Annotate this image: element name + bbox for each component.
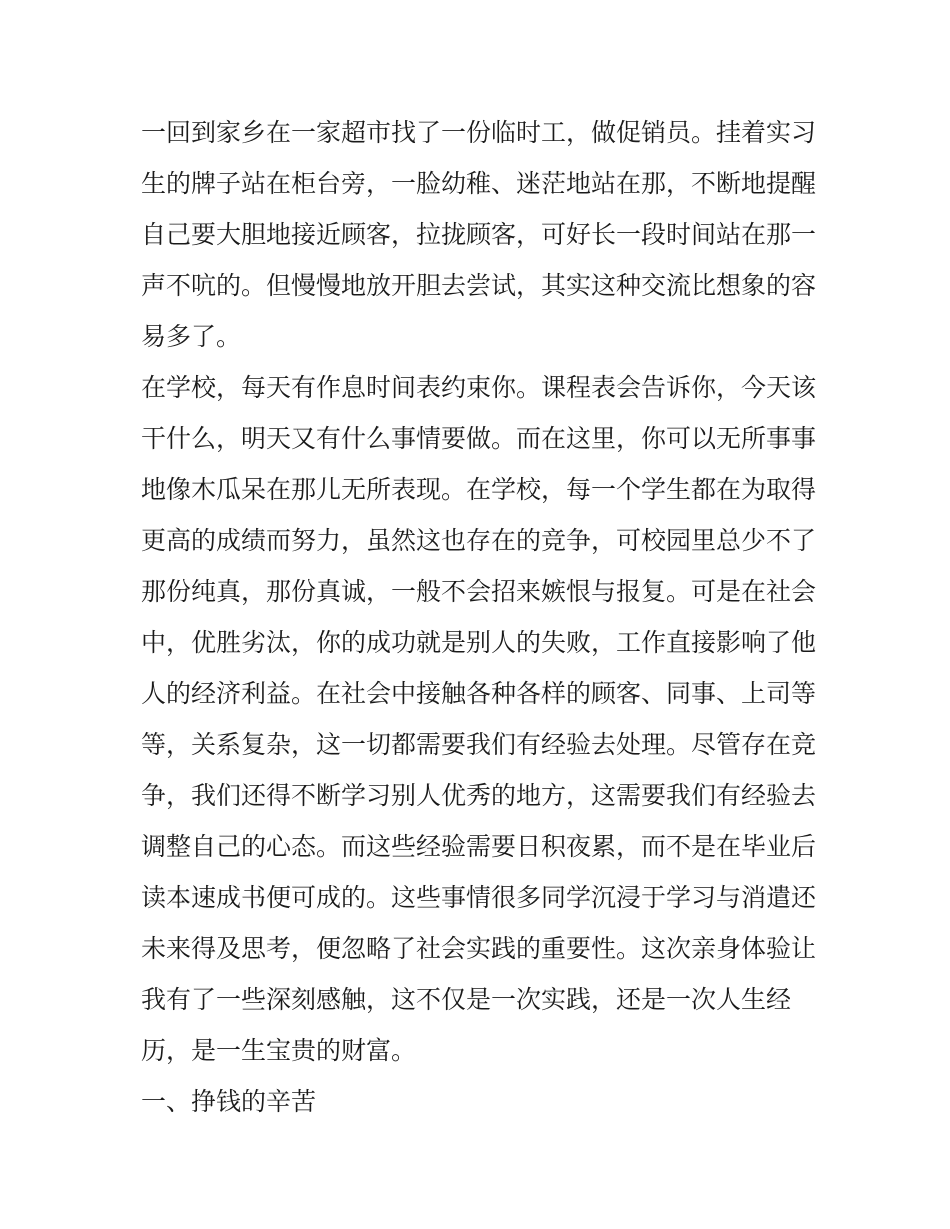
paragraph-line: 那份纯真，那份真诚，一般不会招来嫉恨与报复。可是在社会 — [141, 577, 817, 606]
section-heading: 一、挣钱的辛苦 — [141, 1087, 317, 1116]
paragraph-line: 地像木瓜呆在那儿无所表现。在学校，每一个学生都在为取得 — [141, 475, 817, 504]
paragraph-line: 未来得及思考，便忽略了社会实践的重要性。这次亲身体验让 — [141, 934, 817, 963]
paragraph-line: 在学校，每天有作息时间表约束你。课程表会告诉你，今天该 — [141, 373, 817, 402]
document-body — [141, 107, 821, 1127]
paragraph-line: 一回到家乡在一家超市找了一份临时工，做促销员。挂着实习 — [141, 118, 817, 147]
paragraph-line: 调整自己的心态。而这些经验需要日积夜累，而不是在毕业后 — [141, 832, 817, 861]
paragraph-line: 读本速成书便可成的。这些事情很多同学沉浸于学习与消遣还 — [141, 883, 817, 912]
paragraph-line: 中，优胜劣汰，你的成功就是别人的失败，工作直接影响了他 — [141, 628, 817, 657]
paragraph-line: 历，是一生宝贵的财富。 — [141, 1036, 417, 1065]
paragraph-line: 等，关系复杂，这一切都需要我们有经验去处理。尽管存在竞 — [141, 730, 817, 759]
paragraph-line: 易多了。 — [141, 322, 242, 351]
paragraph-line: 我有了一些深刻感触，这不仅是一次实践，还是一次人生经 — [141, 985, 792, 1014]
paragraph-line: 生的牌子站在柜台旁，一脸幼稚、迷茫地站在那，不断地提醒 — [141, 169, 817, 198]
paragraph-line: 人的经济利益。在社会中接触各种各样的顾客、同事、上司等 — [141, 679, 817, 708]
paragraph-line: 干什么，明天又有什么事情要做。而在这里，你可以无所事事 — [141, 424, 817, 453]
paragraph-line: 更高的成绩而努力，虽然这也存在的竞争，可校园里总少不了 — [141, 526, 817, 555]
paragraph-line: 声不吭的。但慢慢地放开胆去尝试，其实这种交流比想象的容 — [141, 271, 817, 300]
paragraph-line: 自己要大胆地接近顾客，拉拢顾客，可好长一段时间站在那一 — [141, 220, 817, 249]
paragraph-line: 争，我们还得不断学习别人优秀的地方，这需要我们有经验去 — [141, 781, 817, 810]
